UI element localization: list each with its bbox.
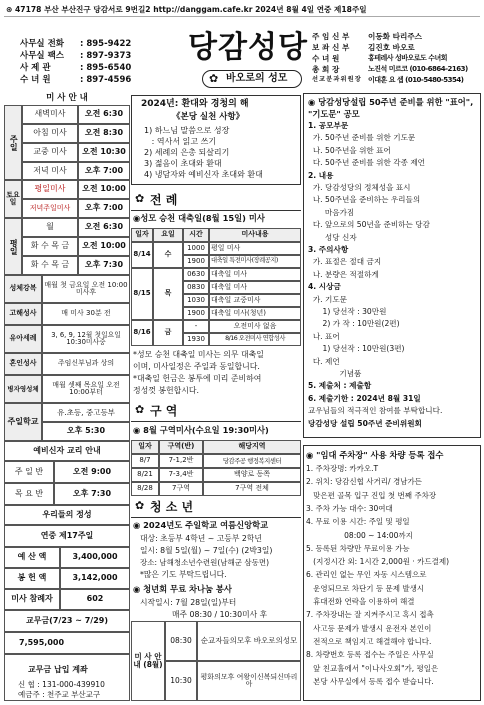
staff-name-4: 이대훈 요 셉 (010-5480-5354) bbox=[368, 76, 464, 84]
header-line: ⊛ 47178 부산 부산진구 당감서로 9번길2 http://danggam.cafe.kr 2024년 8월 4일 연중 제18주일 bbox=[6, 5, 367, 14]
staff-role-2: 수 녀 원 bbox=[312, 54, 340, 63]
anniv-line: 다. 앞으로의 50년을 준비하는 당감 bbox=[308, 220, 430, 230]
jeonrye-desc-5: 대축일 미사(청년) bbox=[209, 307, 301, 320]
jeonrye-col-3: 미사내용 bbox=[209, 228, 301, 242]
extra-value-2: 3, 6, 9, 12월 첫일요일 10:30미사중 bbox=[42, 325, 130, 353]
finance-value-2: 602 bbox=[60, 589, 130, 610]
parking-line: 5. 등록된 차량만 무료이용 가능 bbox=[306, 543, 410, 553]
parking-line: (지정시간 외: 1시간 2,000원 · 카드결제) bbox=[306, 557, 450, 567]
jeonrye-sub: ◉성모 승천 대축일(8월 15일) 미사 bbox=[133, 213, 265, 223]
guyeok-col-1: 구역(반) bbox=[159, 440, 203, 454]
jeonrye-rule bbox=[131, 210, 301, 211]
schedule-label: 미 사 안 내 (8월) bbox=[131, 621, 165, 701]
anniv-line: 다. 50주년 준비를 위한 각종 제언 bbox=[308, 158, 425, 168]
finance-header: 우리들의 정성 bbox=[4, 505, 130, 525]
jeonrye-desc-1: 대축일 특전미사(장례공지) bbox=[209, 255, 301, 268]
jeonrye-time-3: 0830 bbox=[183, 281, 209, 294]
finance-sub: 연중 제17주일 bbox=[4, 525, 130, 547]
mass-header: 미 사 안 내 bbox=[4, 91, 130, 105]
mass-name-0: 새벽미사 bbox=[22, 105, 78, 124]
guyeok-sub: ◉ 8월 구역미사(수요일 19:30미사) bbox=[133, 425, 269, 435]
rehearsal-day-0: 주 일 반 bbox=[4, 461, 54, 483]
account-title: 교무금 납입 계좌 bbox=[28, 665, 88, 674]
guyeok-col-2: 해당지역 bbox=[203, 440, 301, 454]
school-0: 유.초등, 중고등부 bbox=[42, 403, 130, 422]
parking-line: 8. 차량번호 등록 접수는 주일은 사무실 bbox=[306, 650, 434, 660]
staff-block bbox=[312, 33, 482, 93]
year-title: 2024년: 환대와 경청의 해 bbox=[141, 99, 249, 109]
extra-value-3: 주임신부님과 상의 bbox=[42, 353, 130, 375]
extra-value-0: 매월 첫 금요일 오전 10:00 미사후 bbox=[42, 275, 130, 303]
finance-label-2: 미사 참례자 bbox=[4, 589, 60, 610]
jeonrye-desc-3: 대축일 미사 bbox=[209, 281, 301, 294]
anniv-line: 2) 가 작 : 10만원(2편) bbox=[308, 319, 400, 329]
anniv-line: 성당 신자 bbox=[308, 232, 357, 242]
jeonrye-dow-0: 수 bbox=[153, 242, 183, 268]
mass-day-weekday: 평일 bbox=[4, 218, 22, 275]
youth-rule bbox=[131, 517, 301, 518]
jeonrye-time-6: - bbox=[183, 320, 209, 333]
jeonrye-col-0: 일자 bbox=[131, 228, 153, 242]
anniv-line: 나. 분량은 적절하게 bbox=[308, 269, 379, 279]
mass-name-1: 아침 미사 bbox=[22, 124, 78, 143]
year-item-1: : 역사서 읽고 쓰기 bbox=[144, 137, 217, 146]
anniv-line: 1. 공모부문 bbox=[308, 121, 349, 130]
guyeok-area-0: 7-1,2반 bbox=[159, 454, 203, 468]
anniv-line: 마음가짐 bbox=[308, 207, 355, 217]
staff-name-3: 노진석 미르코 (010-6864-2163) bbox=[368, 65, 468, 73]
parking-line: 1. 주차장명: 카카오.T bbox=[306, 464, 379, 473]
anniv-line: 나. 50주년을 위한 표어 bbox=[308, 145, 391, 155]
anniv-line: 나. 표어 bbox=[308, 331, 340, 341]
contact-label-0: 사무실 전화 bbox=[20, 39, 65, 49]
jeonrye-heading: 전 례 bbox=[150, 193, 178, 207]
mass-name-7: 화 수 목 금 bbox=[22, 237, 78, 256]
schedule-time-0: 08:30 bbox=[165, 621, 197, 661]
jeonrye-col-1: 요일 bbox=[153, 228, 183, 242]
parking-line: 맞은편 골목 입구 진입 첫 번째 주차장 bbox=[306, 490, 437, 500]
staff-role-1: 보 좌 신 부 bbox=[312, 43, 350, 52]
extra-value-1: 매 미사 30분 전 bbox=[42, 303, 130, 325]
extra-label-0: 성체강복 bbox=[4, 275, 42, 303]
year-subtitle: 《본당 실천 사항》 bbox=[172, 112, 245, 122]
youth-heading: 청 소 년 bbox=[150, 500, 194, 514]
youth-item2-title: ◉ 청년회 무료 차나눔 봉사 bbox=[133, 584, 232, 594]
youth-item1-line-3: *많은 기도 부탁드립니다. bbox=[140, 570, 227, 579]
rehearsal-time-1: 오후 7:30 bbox=[54, 483, 130, 505]
anniv-line: 6. 제출기한 : 2024년 8월 31일 bbox=[308, 393, 421, 403]
school-label: 주일학교 bbox=[4, 403, 42, 441]
guyeok-date-1: 8/21 bbox=[131, 468, 159, 482]
schedule-time-1: 10:30 bbox=[165, 661, 197, 701]
year-item-0: 1) 하느님 말씀으로 성장 bbox=[144, 126, 230, 135]
flower-icon: ✿ bbox=[135, 403, 145, 416]
left-column bbox=[4, 91, 130, 701]
contact-value-0: : 895-9422 bbox=[80, 39, 132, 49]
guyeok-area-2: 7구역 bbox=[159, 482, 203, 496]
anniv-heading: ◉ 당감성당설립 50주년 준비를 위한 "표어", "기도문" 공모 bbox=[308, 97, 474, 119]
jeonrye-desc-6: 오전미사 없음 bbox=[209, 320, 301, 333]
contact-value-2: : 895-6540 bbox=[80, 63, 132, 73]
schedule-table bbox=[131, 621, 301, 701]
mass-time-3: 오후 7:00 bbox=[78, 162, 130, 180]
anniv-line: 4. 시상금 bbox=[308, 282, 341, 292]
anniv-line: 교우님들의 적극적인 참여를 부탁합니다. bbox=[308, 406, 443, 416]
contact-label-3: 수 녀 원 bbox=[20, 75, 51, 85]
jeonrye-note-2: *대축일 헌금은 봉투에 미리 준비하여 bbox=[133, 374, 262, 383]
contact-value-1: : 897-9373 bbox=[80, 51, 132, 61]
jeonrye-desc-4: 대축일 교중미사 bbox=[209, 294, 301, 307]
mass-time-2: 오전 10:30 bbox=[78, 143, 130, 162]
guyeok-col-0: 일자 bbox=[131, 440, 159, 454]
anniv-line: 3. 주의사항 bbox=[308, 245, 349, 254]
extra-label-3: 혼인성사 bbox=[4, 353, 42, 375]
anniv-line: 가. 기도문 bbox=[308, 294, 347, 304]
flower-icon: ✿ bbox=[135, 499, 145, 512]
finance-label-1: 봉 헌 액 bbox=[4, 568, 60, 589]
mass-time-0: 오전 6:30 bbox=[78, 105, 130, 124]
guyeok-table bbox=[131, 440, 301, 496]
jeonrye-time-0: 1000 bbox=[183, 242, 209, 255]
parking-line: 2. 위치: 당감신협 사거리/ 경남가든 bbox=[306, 477, 422, 487]
jeonrye-dow-2: 목 bbox=[153, 268, 183, 320]
extra-label-2: 유아세례 bbox=[4, 325, 42, 353]
header-bar bbox=[4, 3, 480, 17]
anniv-line: 2. 내용 bbox=[308, 170, 334, 180]
finance-value-1: 3,142,000 bbox=[60, 568, 130, 589]
finance-value-0: 3,400,000 bbox=[60, 547, 130, 568]
rehearsal-header: 예비신자 교리 안내 bbox=[4, 441, 130, 461]
anniv-line: 가. 당감성당의 정체성을 표시 bbox=[308, 183, 411, 192]
jeonrye-time-5: 1900 bbox=[183, 307, 209, 320]
mass-time-8: 오후 7:30 bbox=[78, 256, 130, 275]
year-item-3: 3) 젊음이 초대와 환대 bbox=[144, 159, 222, 168]
guyeok-rule bbox=[131, 421, 301, 422]
year-item-2: 2) 세례의 은총 되살리기 bbox=[144, 148, 230, 157]
jeonrye-date-6: 8/16 bbox=[131, 320, 153, 346]
jeonrye-dow-6: 금 bbox=[153, 320, 183, 346]
anniv-line: 기념품 bbox=[308, 369, 362, 378]
anniv-line: 1) 당선작 : 30만원 bbox=[308, 307, 387, 316]
youth-item1-line-1: 일시: 8월 5일(월) ~ 7일(수) (2박3일) bbox=[140, 546, 273, 555]
extra-value-4: 매월 셋째 목요일 오전 10:00부터 bbox=[42, 375, 130, 403]
parking-line: 휴대전화 연락을 이용하여 해결 bbox=[306, 597, 415, 606]
mass-time-6: 오전 6:30 bbox=[78, 218, 130, 237]
mass-time-4: 오전 10:00 bbox=[78, 180, 130, 199]
jeonrye-time-4: 1030 bbox=[183, 294, 209, 307]
contact-label-1: 사무실 팩스 bbox=[20, 51, 65, 61]
staff-role-0: 주 임 신 부 bbox=[312, 32, 350, 41]
year-box bbox=[131, 95, 301, 185]
guyeok-region-0: 당감주공 행정복지센터 bbox=[203, 454, 301, 468]
rehearsal-day-1: 목 요 반 bbox=[4, 483, 54, 505]
guyeok-region-1: 백양로 동쪽 bbox=[203, 468, 301, 482]
jeonrye-time-1: 1900 bbox=[183, 255, 209, 268]
flower-icon: ✿ bbox=[135, 192, 145, 205]
jeonrye-note-0: *성모 승천 대축일 미사는 의무 대축일 bbox=[133, 350, 264, 359]
anniv-line: 나. 50주년을 준비하는 우리들의 bbox=[308, 195, 421, 205]
contact-label-2: 사 제 관 bbox=[20, 63, 51, 73]
parking-line: 08:00 ~ 14:00까지 bbox=[306, 530, 413, 540]
account-line-1: 예금주 : 천주교 부산교구 bbox=[18, 690, 101, 699]
parking-line: 3. 주차 가능 대수: 30여대 bbox=[306, 503, 393, 513]
jeonrye-col-2: 시간 bbox=[183, 228, 209, 242]
school-1: 오후 5:30 bbox=[42, 422, 130, 441]
page-title: 당감성당 bbox=[188, 30, 308, 65]
mass-day-saturday: 토요일 bbox=[4, 180, 22, 218]
mass-day-sunday: 주일 bbox=[4, 105, 22, 180]
jeonrye-desc-2: 대축일 미사 bbox=[209, 268, 301, 281]
staff-role-3: 총 회 장 bbox=[312, 65, 340, 74]
staff-name-0: 이동화 타리주스 bbox=[368, 32, 422, 41]
finance-label-0: 예 산 액 bbox=[4, 547, 60, 568]
mass-name-6: 월 bbox=[22, 218, 78, 237]
parking-line: 사고등 문제가 발생시 운전자 본인이 bbox=[306, 623, 432, 633]
guyeok-date-2: 8/28 bbox=[131, 482, 159, 496]
parking-line: 전적으로 책임지고 해결해야 합니다. bbox=[306, 636, 432, 646]
parking-line: 본당 사무실에서 등록 접수 받습니다. bbox=[306, 676, 434, 686]
guyeok-region-2: 7구역 전체 bbox=[203, 482, 301, 496]
flower-icon: ✿ bbox=[209, 72, 219, 85]
guyeok-date-0: 8/7 bbox=[131, 454, 159, 468]
mass-time-5: 오후 7:00 bbox=[78, 199, 130, 218]
parking-line: 앞 친교홀에서 "이나사오회"가, 평일은 bbox=[306, 663, 439, 673]
schedule-desc-0: 순교자들의모후 바오로의성모 bbox=[197, 621, 301, 661]
extra-label-1: 고해성사 bbox=[4, 303, 42, 325]
anniv-line: 5. 제출처 : 제출함 bbox=[308, 381, 372, 391]
parking-line: 6. 관리인 없는 무인 자동 시스템으로 bbox=[306, 570, 427, 580]
mass-time-7: 오전 10:00 bbox=[78, 237, 130, 256]
mass-name-2: 교중 미사 bbox=[22, 143, 78, 162]
staff-role-4: 선 교 분 과 위 원 장 bbox=[312, 76, 361, 83]
jeonrye-desc-7: 8/16 오전미사 연합성사 bbox=[209, 333, 301, 346]
mass-name-4: 평일미사 bbox=[22, 180, 78, 199]
mass-name-8: 화 수 목 금 bbox=[22, 256, 78, 275]
anniv-line: 다. 제언 bbox=[308, 356, 340, 366]
jeonrye-desc-0: 평일 미사 bbox=[209, 242, 301, 255]
youth-item2-line-1: 매주 08:30 / 10:30미사 후 bbox=[172, 610, 268, 619]
parking-line: 7. 주차장내는 잘 지켜주시고 혹시 접촉 bbox=[306, 610, 434, 620]
finance-period-label: 교무금(7/23 ~ 7/29) bbox=[4, 610, 130, 632]
finance-period-value: 7,595,000 bbox=[4, 632, 130, 654]
contact-value-3: : 897-4596 bbox=[80, 75, 132, 85]
schedule-desc-1: 평화의모후 여왕이신복되신마리아 bbox=[197, 661, 301, 701]
mass-name-5: 저녁주일미사 bbox=[22, 199, 78, 218]
subtitle: 바오로의 성모 bbox=[226, 73, 288, 84]
youth-item1-title: ◉ 2024년도 주일학교 여름신앙학교 bbox=[133, 520, 269, 530]
account-line-0: 신 협 : 131-000-439910 bbox=[18, 680, 105, 689]
jeonrye-time-7: 1930 bbox=[183, 333, 209, 346]
youth-item1-line-0: 대상: 초등부 4학년 ~ 고등부 2학년 bbox=[140, 534, 262, 543]
contact-block bbox=[20, 40, 138, 90]
jeonrye-note-1: 이며, 미사일정은 주일과 동일합니다. bbox=[133, 362, 260, 371]
jeonrye-date-0: 8/14 bbox=[131, 242, 153, 268]
youth-item1-line-2: 장소: 남해청소년수련원(남해군 삼동면) bbox=[140, 558, 270, 567]
parking-line: 4. 무료 이용 시간: 주일 및 평일 bbox=[306, 517, 410, 527]
anniv-line: 당감성당 설립 50주년 준비위원회 bbox=[308, 418, 422, 428]
mass-name-3: 저녁 미사 bbox=[22, 162, 78, 180]
extra-label-4: 병자영성체 bbox=[4, 375, 42, 403]
year-item-4: 4) 냉담자와 예비신자 초대와 환대 bbox=[144, 170, 263, 179]
jeonrye-time-2: 0630 bbox=[183, 268, 209, 281]
parking-line: 운영되므로 차단기 등 문제 발생시 bbox=[306, 583, 425, 593]
staff-name-1: 김진호 바오로 bbox=[368, 43, 415, 52]
rehearsal-time-0: 오전 9:00 bbox=[54, 461, 130, 483]
anniv-line: 1) 당선작 : 10만원(3편) bbox=[308, 344, 405, 354]
jeonrye-table bbox=[131, 228, 301, 346]
guyeok-area-1: 7-3,4반 bbox=[159, 468, 203, 482]
parking-heading: ◉ "임대 주차장" 사용 차량 등록 접수 bbox=[306, 450, 444, 460]
anniv-line: 가. 50주년 준비를 위한 기도문 bbox=[308, 133, 416, 143]
anniv-line: 가. 표절은 절대 금지 bbox=[308, 257, 382, 267]
jeonrye-date-2: 8/15 bbox=[131, 268, 153, 320]
staff-name-2: 홍테레사 성바오로도 수녀회 bbox=[368, 54, 448, 62]
youth-item2-line-0: 시작일시: 7월 28일(일)부터 bbox=[140, 598, 237, 607]
mass-time-1: 오전 8:30 bbox=[78, 124, 130, 143]
guyeok-heading: 구 역 bbox=[150, 404, 178, 418]
jeonrye-note-3: 정성껏 봉헌합시다. bbox=[133, 386, 199, 395]
